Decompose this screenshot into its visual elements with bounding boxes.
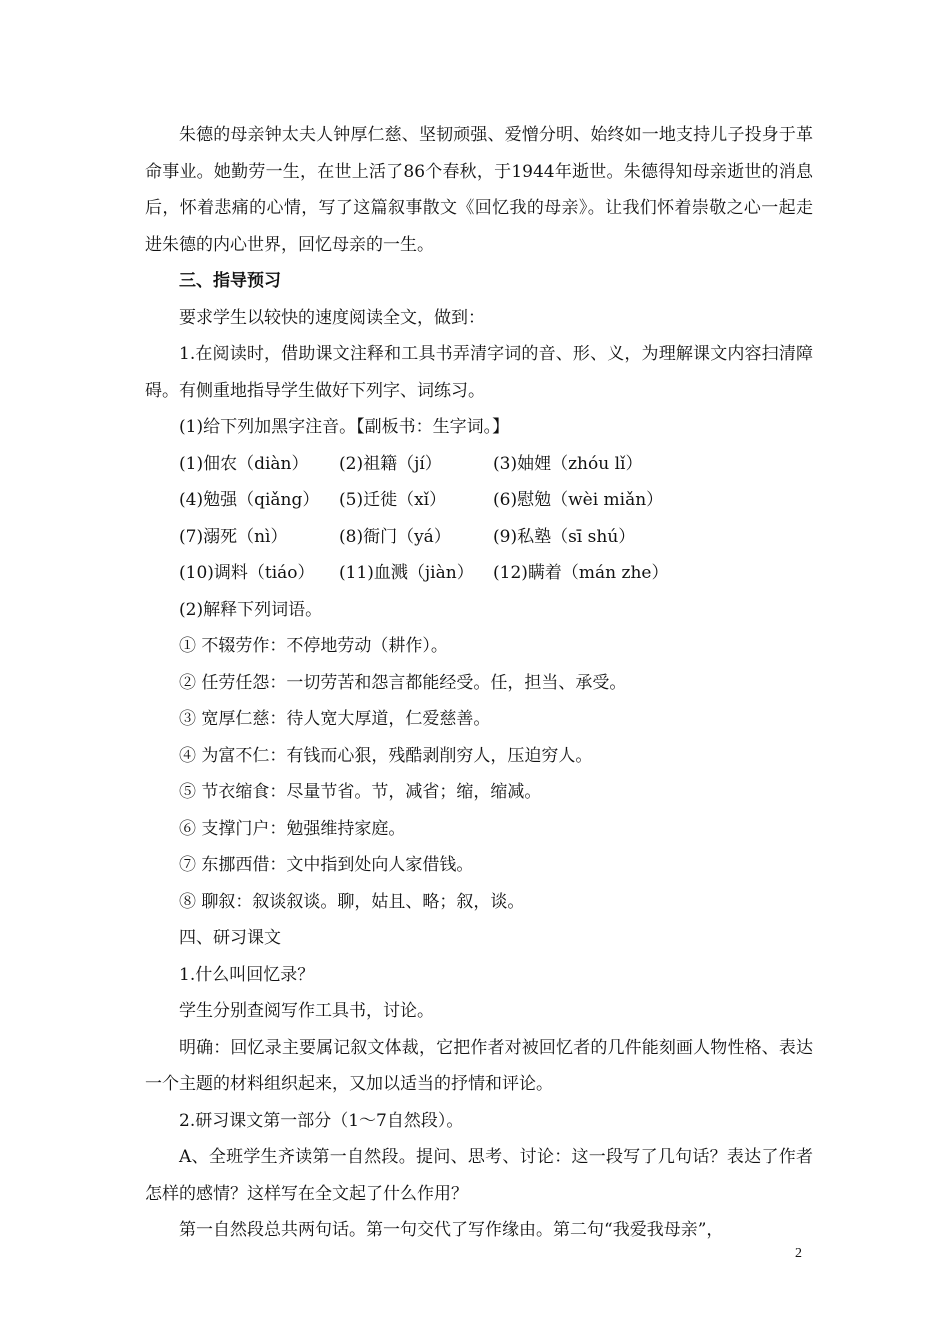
pinyin-entry: (10)调料（tiáo） (179, 563, 315, 583)
study-item-1-activity: 学生分别查阅写作工具书，讨论。 (179, 1001, 434, 1021)
intro-paragraph: 朱德的母亲钟太夫人钟厚仁慈、坚韧顽强、爱憎分明、始终如一地支持儿子投身于革命事业。她勤劳一生，在世上活了86个春秋，于1944年逝世。朱德得知母亲逝世的消息后，怀着悲痛的心情，写了这篇叙事散文《回忆我的母亲》。让我们怀着崇敬之心一起走进朱德的内心世界，回忆母亲的一生。 (145, 125, 813, 255)
pinyin-entry: (12)瞒着（mán zhe） (493, 563, 669, 583)
pinyin-row (145, 446, 813, 483)
definition-item: ③ 宽厚仁慈：待人宽大厚道，仁爱慈善。 (179, 709, 491, 729)
subitem-definitions-title: (2)解释下列词语。 (179, 599, 323, 620)
pinyin-entry: (7)溺死（nì） (179, 526, 288, 547)
preview-item-1: 1.在阅读时，借助课文注释和工具书弄清字词的音、形、义，为理解课文内容扫清障碍。有侧重地指导学生做好下列字、词练习。 (145, 344, 813, 401)
study-item-2: 2.研习课文第一部分（1～7自然段）。 (179, 1110, 464, 1131)
pinyin-row (145, 555, 813, 592)
definition-item: ⑦ 东挪西借：文中指到处向人家借钱。 (179, 855, 474, 875)
pinyin-row (145, 482, 813, 519)
pinyin-entry: (6)慰勉（wèi miǎn） (493, 490, 664, 510)
pinyin-entry: (2)祖籍（jí） (339, 453, 442, 474)
pinyin-entry: (3)妯娌（zhóu lǐ） (493, 453, 643, 474)
section-intro: 要求学生以较快的速度阅读全文，做到： (179, 307, 485, 328)
study-item-2-question: A、全班学生齐读第一自然段。提问、思考、讨论：这一段写了几句话？表达了作者怎样的感情？这样写在全文起了什么作用？ (145, 1147, 813, 1204)
section-heading-guide-preview: 三、指导预习 (179, 271, 281, 291)
pinyin-entry: (5)迁徙（xǐ） (339, 490, 447, 510)
pinyin-entry: (11)血溅（jiàn） (339, 563, 474, 583)
pinyin-entry: (1)佃农（diàn） (179, 453, 309, 474)
definition-item: ⑤ 节衣缩食：尽量节省。节，减省；缩，缩减。 (179, 782, 542, 802)
definition-item: ⑥ 支撑门户：勉强维持家庭。 (179, 818, 406, 839)
pinyin-entry: (4)勉强（qiǎng） (179, 490, 320, 510)
pinyin-entry: (9)私塾（sī shú） (493, 526, 636, 547)
definition-item: ⑧ 聊叙：叙谈叙谈。聊，姑且、略；叙，谈。 (179, 891, 525, 912)
document-body (145, 117, 813, 1249)
study-item-2-answer: 第一自然段总共两句话。第一句交代了写作缘由。第二句“我爱我母亲”， (179, 1220, 724, 1240)
section-heading-study-text: 四、研习课文 (179, 928, 281, 948)
subitem-pinyin-title: (1)给下列加黑字注音。【副板书：生字词。】 (179, 417, 510, 437)
study-item-1-answer: 明确：回忆录主要属记叙文体裁，它把作者对被回忆者的几件能刻画人物性格、表达一个主题的材料组织起来，又加以适当的抒情和评论。 (145, 1037, 813, 1094)
page-number: 2 (795, 1246, 802, 1261)
pinyin-row (145, 519, 813, 556)
definition-item: ④ 为富不仁：有钱而心狠，残酷剥削穷人，压迫穷人。 (179, 745, 593, 766)
pinyin-entry: (8)衙门（yá） (339, 526, 451, 547)
definition-item: ② 任劳任怨：一切劳苦和怨言都能经受。任，担当、承受。 (179, 672, 627, 693)
study-item-1: 1.什么叫回忆录？ (179, 964, 315, 985)
definition-item: ① 不辍劳作：不停地劳动（耕作）。 (179, 636, 448, 656)
